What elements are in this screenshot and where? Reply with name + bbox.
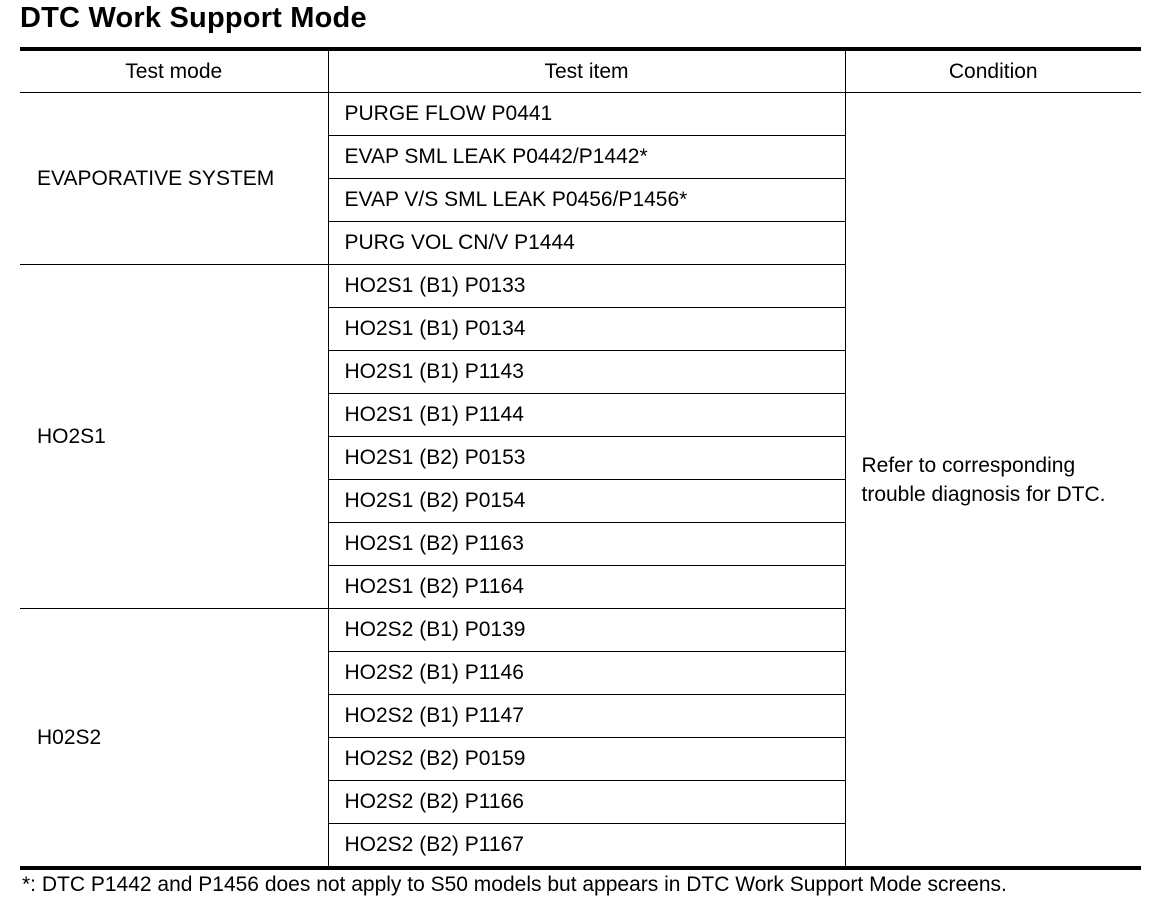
footnote: *: DTC P1442 and P1456 does not apply to S50 models but appears in DTC Work Support Mode screens. [22, 873, 1007, 896]
test-item-cell: HO2S2 (B2) P0159 [328, 738, 845, 781]
test-item-cell: HO2S1 (B1) P0134 [328, 308, 845, 351]
table-header-row [20, 49, 1141, 93]
header-test-item: Test item [328, 49, 845, 93]
test-item-cell: HO2S1 (B1) P1143 [328, 351, 845, 394]
test-item-cell: HO2S2 (B2) P1166 [328, 781, 845, 824]
header-test-mode: Test mode [20, 49, 328, 93]
test-item-cell: HO2S1 (B2) P0154 [328, 480, 845, 523]
test-item-cell: HO2S1 (B1) P0133 [328, 265, 845, 308]
test-item-cell: HO2S1 (B2) P0153 [328, 437, 845, 480]
test-mode-cell: EVAPORATIVE SYSTEM [20, 93, 328, 265]
test-mode-cell: HO2S1 [20, 265, 328, 609]
test-item-cell: HO2S2 (B1) P0139 [328, 609, 845, 652]
test-item-cell: HO2S1 (B2) P1164 [328, 566, 845, 609]
condition-cell: Refer to corresponding trouble diagnosis for DTC. [845, 93, 1141, 869]
dtc-work-support-table [20, 47, 1141, 870]
table-row [20, 93, 1141, 136]
test-item-cell: HO2S2 (B1) P1147 [328, 695, 845, 738]
test-item-cell: EVAP SML LEAK P0442/P1442* [328, 136, 845, 179]
test-item-cell: HO2S2 (B2) P1167 [328, 824, 845, 869]
test-item-cell: HO2S1 (B2) P1163 [328, 523, 845, 566]
test-item-cell: HO2S1 (B1) P1144 [328, 394, 845, 437]
header-condition: Condition [845, 49, 1141, 93]
test-item-cell: HO2S2 (B1) P1146 [328, 652, 845, 695]
test-mode-cell: H02S2 [20, 609, 328, 869]
page-title: DTC Work Support Mode [20, 2, 367, 34]
test-item-cell: PURGE FLOW P0441 [328, 93, 845, 136]
test-item-cell: EVAP V/S SML LEAK P0456/P1456* [328, 179, 845, 222]
test-item-cell: PURG VOL CN/V P1444 [328, 222, 845, 265]
